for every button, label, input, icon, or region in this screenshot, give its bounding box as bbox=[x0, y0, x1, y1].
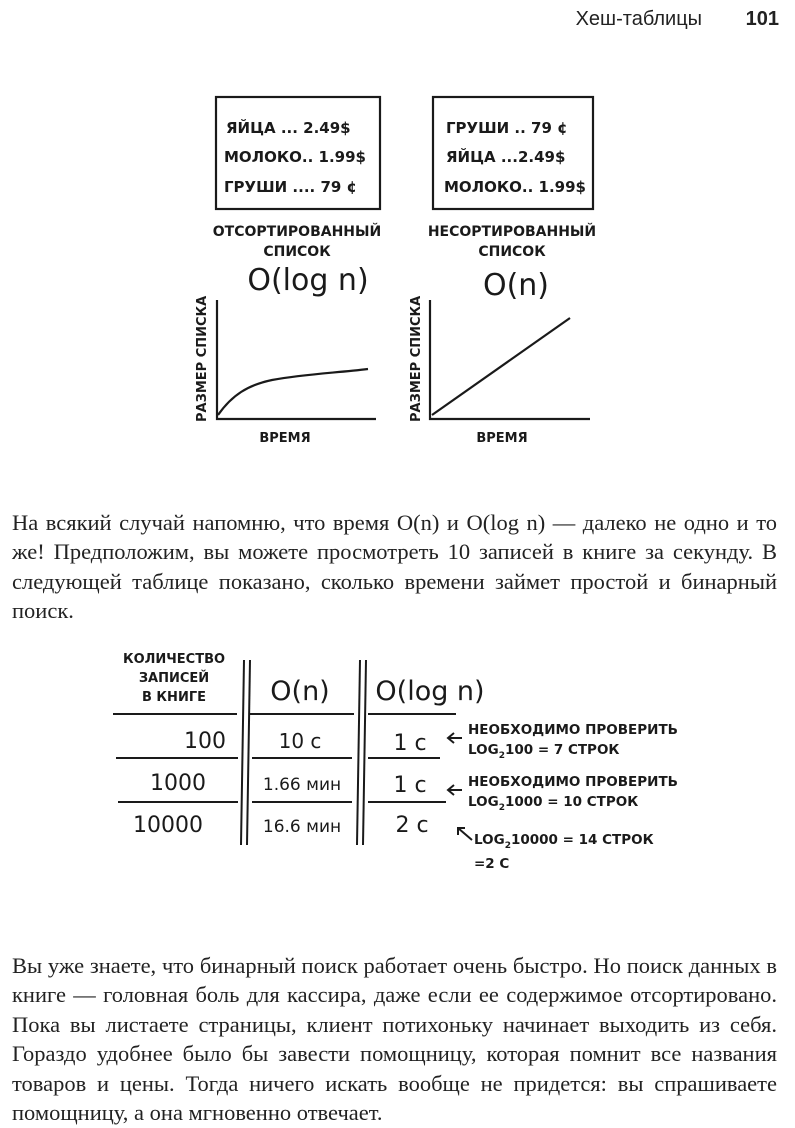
table-header-log: O(log n) bbox=[375, 676, 485, 707]
table-cell-linear: 16.6 мин bbox=[262, 817, 342, 837]
table-note: $LOG_21000 = 10$ СТРОК bbox=[468, 794, 639, 813]
unsorted-item: ГРУШИ .. 79 ¢ bbox=[446, 119, 568, 137]
table-cell-log: 1 с bbox=[393, 773, 427, 798]
sorted-graph-axes bbox=[217, 300, 376, 419]
sorted-graph bbox=[195, 296, 376, 446]
table-note: $LOG_2100 = 7$ СТРОК bbox=[468, 742, 620, 761]
page-number: 101 bbox=[745, 8, 779, 30]
sorted-item: МОЛОКО.. 1.99$ bbox=[224, 148, 366, 166]
y-axis-label: РАЗМЕР СПИСКА bbox=[409, 295, 424, 422]
unsorted-list-label: СПИСОК bbox=[478, 244, 546, 260]
table-divider bbox=[247, 660, 250, 845]
paragraph-intro: На всякий случай напомню, что время O(n) и O(log n) — далеко не одно и то же! Предположим, вы можете просмотреть 10 записей в книге за секунду. В следующей таблице показано, сколько времени займет простой и бинарный поиск. bbox=[12, 509, 777, 623]
unsorted-complexity: O(n) bbox=[482, 268, 550, 303]
sorted-item: ГРУШИ .... 79 ¢ bbox=[224, 178, 357, 196]
table-divider bbox=[241, 660, 244, 845]
table-divider bbox=[363, 660, 366, 845]
list-comparison-illustration bbox=[0, 0, 795, 470]
arrow-up-left-icon bbox=[458, 828, 472, 840]
table-cell-records: 1000 bbox=[150, 771, 206, 796]
table-header-records: ЗАПИСЕЙ bbox=[138, 671, 210, 686]
table-note: $LOG_210000 = 14$ СТРОК bbox=[474, 832, 654, 851]
table-header-records: КОЛИЧЕСТВО bbox=[122, 652, 226, 667]
table-header-records: В КНИГЕ bbox=[142, 690, 206, 705]
table-cell-log: 2 с bbox=[395, 813, 429, 838]
chapter-title: Хеш-таблицы bbox=[575, 8, 703, 30]
table-cell-records: 10000 bbox=[133, 813, 203, 838]
sorted-item: ЯЙЦА ... 2.49$ bbox=[226, 119, 351, 137]
unsorted-graph-line bbox=[432, 318, 570, 415]
table-cell-linear: 1.66 мин bbox=[262, 775, 342, 795]
unsorted-graph bbox=[409, 296, 590, 446]
arrow-left-icon bbox=[448, 785, 462, 795]
table-note: НЕОБХОДИМО ПРОВЕРИТЬ bbox=[468, 774, 678, 790]
sorted-complexity: O(log n) bbox=[247, 263, 369, 298]
paragraph-body: Вы уже знаете, что бинарный поиск работает очень быстро. Но поиск данных в книге — головная боль для кассира, даже если ее содержимое отсортировано. Пока вы листаете страницы, клиент потихоньку начинает выходить из себя. Гораздо удобнее было бы завести помощницу, которая помнит все названия товаров и цены. Тогда ничего искать вообще не придется: вы спрашиваете помощницу, а она мгновенно отвечает. bbox=[12, 952, 777, 1125]
x-axis-label: ВРЕМЯ bbox=[259, 431, 311, 446]
table-cell-log: 1 с bbox=[393, 731, 427, 756]
sorted-list-label: СПИСОК bbox=[263, 244, 331, 260]
table-note: =2 С bbox=[474, 856, 510, 872]
y-axis-label: РАЗМЕР СПИСКА bbox=[195, 295, 210, 422]
sorted-graph-curve bbox=[218, 369, 368, 415]
table-cell-linear: 10 с bbox=[278, 729, 322, 753]
unsorted-item: ЯЙЦА ...2.49$ bbox=[446, 148, 566, 166]
table-note: НЕОБХОДИМО ПРОВЕРИТЬ bbox=[468, 722, 678, 738]
table-header-linear: O(n) bbox=[270, 676, 330, 707]
unsorted-list-label: НЕСОРТИРОВАННЫЙ bbox=[427, 224, 597, 240]
x-axis-label: ВРЕМЯ bbox=[476, 431, 528, 446]
table-cell-records: 100 bbox=[184, 729, 226, 754]
sorted-list-label: ОТСОРТИРОВАННЫЙ bbox=[212, 224, 382, 240]
table-divider bbox=[357, 660, 360, 845]
unsorted-item: МОЛОКО.. 1.99$ bbox=[444, 178, 586, 196]
arrow-left-icon bbox=[448, 733, 462, 743]
